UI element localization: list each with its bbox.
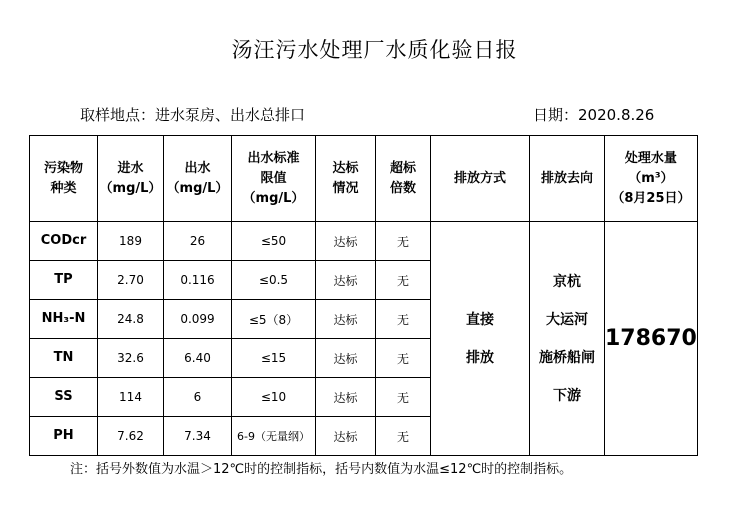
status-value: 达标 — [316, 261, 376, 300]
exceed-value: 无 — [376, 222, 431, 261]
limit-value: ≤10 — [232, 378, 316, 417]
header-treated-volume: 处理水量 （m³） （8月25日） — [605, 136, 698, 222]
page-title: 汤汪污水处理厂水质化验日报 — [231, 38, 518, 62]
header-standard-limit: 出水标准 限值 （mg/L） — [232, 136, 316, 222]
inflow-value: 189 — [98, 222, 164, 261]
table-row — [30, 222, 698, 261]
discharge-destination-cell: 京杭 大运河 施桥船闸 下游 — [530, 222, 605, 456]
pollutant-name: CODcr — [30, 222, 98, 261]
outflow-value: 26 — [164, 222, 232, 261]
exceed-value: 无 — [376, 339, 431, 378]
outflow-value: 0.099 — [164, 300, 232, 339]
status-value: 达标 — [316, 417, 376, 456]
header-discharge-destination: 排放去向 — [530, 136, 605, 222]
footnote: 注：括号外数值为水温＞12℃时的控制指标，括号内数值为水温≤12℃时的控制指标。 — [70, 462, 573, 477]
pollutant-name: TN — [30, 339, 98, 378]
limit-value: ≤0.5 — [232, 261, 316, 300]
header-outflow: 出水 （mg/L） — [164, 136, 232, 222]
header-row — [30, 136, 698, 222]
report-date: 日期：2020.8.26 — [533, 106, 655, 124]
status-value: 达标 — [316, 378, 376, 417]
pollutant-name: PH — [30, 417, 98, 456]
exceed-value: 无 — [376, 378, 431, 417]
water-quality-table — [29, 135, 698, 456]
header-pollutant: 污染物 种类 — [30, 136, 98, 222]
exceed-value: 无 — [376, 417, 431, 456]
limit-value: 6-9（无量纲） — [232, 417, 316, 456]
limit-value: ≤5（8） — [232, 300, 316, 339]
pollutant-name: NH₃-N — [30, 300, 98, 339]
status-value: 达标 — [316, 222, 376, 261]
pollutant-name: TP — [30, 261, 98, 300]
exceed-value: 无 — [376, 261, 431, 300]
treated-volume-value: 178670 — [605, 222, 698, 456]
sampling-location: 取样地点：进水泵房、出水总排口 — [80, 106, 306, 124]
limit-value: ≤50 — [232, 222, 316, 261]
outflow-value: 7.34 — [164, 417, 232, 456]
limit-value: ≤15 — [232, 339, 316, 378]
inflow-value: 2.70 — [98, 261, 164, 300]
pollutant-name: SS — [30, 378, 98, 417]
inflow-value: 24.8 — [98, 300, 164, 339]
outflow-value: 6 — [164, 378, 232, 417]
inflow-value: 7.62 — [98, 417, 164, 456]
status-value: 达标 — [316, 300, 376, 339]
outflow-value: 6.40 — [164, 339, 232, 378]
header-discharge-mode: 排放方式 — [431, 136, 530, 222]
header-exceed: 超标 倍数 — [376, 136, 431, 222]
header-inflow: 进水 （mg/L） — [98, 136, 164, 222]
inflow-value: 114 — [98, 378, 164, 417]
inflow-value: 32.6 — [98, 339, 164, 378]
discharge-mode-cell: 直接 排放 — [431, 222, 530, 456]
exceed-value: 无 — [376, 300, 431, 339]
outflow-value: 0.116 — [164, 261, 232, 300]
status-value: 达标 — [316, 339, 376, 378]
header-status: 达标 情况 — [316, 136, 376, 222]
